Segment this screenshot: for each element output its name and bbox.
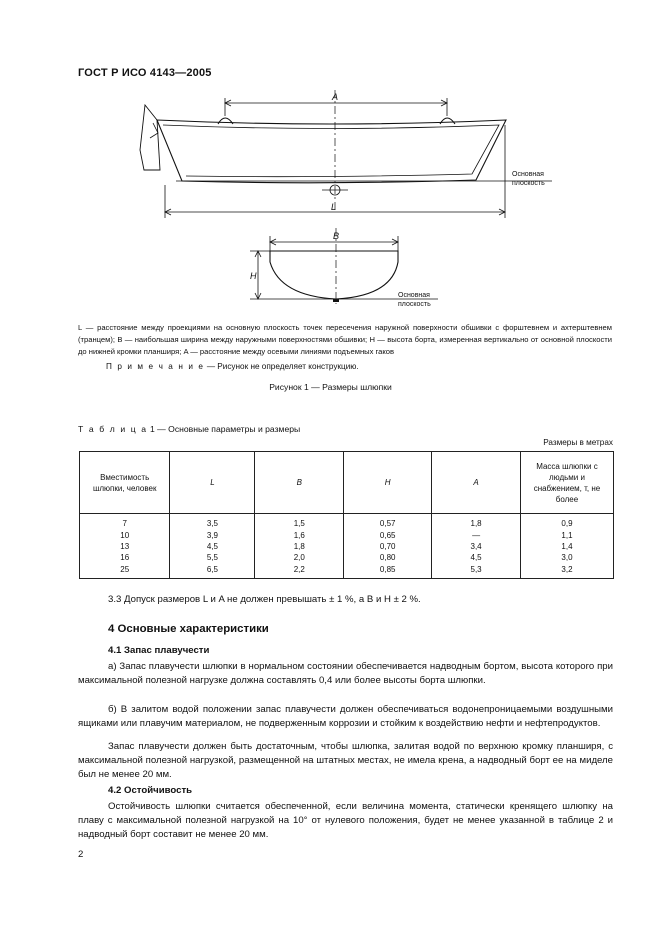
rudder-shape — [140, 105, 160, 170]
dim-label-h: H — [250, 271, 257, 281]
table-cell: 1,8 — [255, 541, 344, 552]
dim-label-a: A — [332, 92, 339, 102]
table-cell: 0,85 — [344, 564, 432, 579]
table-cell: 4,5 — [432, 552, 521, 563]
table-cell: 16 — [80, 552, 170, 563]
baseline-section-label-2: плоскость — [398, 301, 431, 308]
page-number: 2 — [78, 849, 84, 860]
table-cell: 1,1 — [520, 529, 613, 540]
table-cell: 1,5 — [255, 514, 344, 530]
header-l: L — [170, 452, 255, 514]
header-h: H — [344, 452, 432, 514]
table-cell: — — [432, 529, 521, 540]
subsection-4-1-heading: 4.1 Запас плавучести — [108, 645, 210, 656]
hull-section-outline — [270, 251, 398, 299]
note-label: П р и м е ч а н и е — [106, 362, 205, 371]
table-row — [80, 552, 614, 563]
paragraph-3-3: 3.3 Допуск размеров L и A не должен превышать ± 1 %, а B и H ± 2 %. — [108, 594, 421, 605]
table-cell: 3,9 — [170, 529, 255, 540]
header-b: B — [255, 452, 344, 514]
table-cell: 10 — [80, 529, 170, 540]
table-cell: 2,0 — [255, 552, 344, 563]
table-cell: 13 — [80, 541, 170, 552]
table-cell: 3,0 — [520, 552, 613, 563]
section-4-heading: 4 Основные характеристики — [108, 623, 269, 635]
table-row — [80, 514, 614, 530]
table-cell: 5,5 — [170, 552, 255, 563]
table-cell: 0,80 — [344, 552, 432, 563]
parameters-table — [79, 451, 614, 579]
table-row — [80, 541, 614, 552]
lifting-hook-right — [440, 118, 455, 124]
note-text: — Рисунок не определяет конструкцию. — [204, 362, 359, 371]
table-header-row — [80, 452, 614, 514]
figure-note — [106, 362, 359, 371]
table-caption-text: 1 — Основные параметры и размеры — [147, 424, 301, 434]
subsection-4-2-heading: 4.2 Остойчивость — [108, 785, 193, 796]
baseline-section-label-1: Основная — [398, 292, 430, 299]
table-cell: 1,8 — [432, 514, 521, 530]
boat-dimensions-figure — [0, 0, 661, 320]
dim-label-l: L — [331, 202, 337, 212]
table-cell: 0,9 — [520, 514, 613, 530]
document-header: ГОСТ Р ИСО 4143—2005 — [78, 67, 212, 79]
table-cell: 4,5 — [170, 541, 255, 552]
paragraph-4-2: Остойчивость шлюпки считается обеспеченной, если величина момента, статически кренящего шлюпку на плаву с максимальной полезной нагрузкой на 10° от нулевого положения, будет не менее указанной в таблице 2 и надводный борт составит не менее 20 мм. — [78, 801, 613, 841]
paragraph-4-1-a: а) Запас плавучести шлюпки в нормальном состоянии обеспечивается надводным бортом, высота которого при максимальной полезной нагрузке должна составлять 0,4 или более высоты борта шлюпки. — [78, 661, 613, 687]
header-a: A — [432, 452, 521, 514]
table-cell: 1,6 — [255, 529, 344, 540]
table-cell: 3,2 — [520, 564, 613, 579]
table-cell: 0,57 — [344, 514, 432, 530]
header-mass: Масса шлюпки с людьми и снабжением, т, не более — [520, 452, 613, 514]
table-caption-label: Т а б л и ц а — [78, 424, 148, 434]
table-cell: 7 — [80, 514, 170, 530]
table-cell: 1,4 — [520, 541, 613, 552]
table-cell: 3,4 — [432, 541, 521, 552]
paragraph-4-1-c: Запас плавучести должен быть достаточным, чтобы шлюпка, залитая водой по верхнюю кромку планширя, с максимальной полезной нагрузкой, размещенной на штатных местах, не имела крена, а надводный борт ее на миделе был не менее 20 мм. — [78, 741, 613, 781]
table-row — [80, 529, 614, 540]
figure-legend: L — расстояние между проекциями на основную плоскость точек пересечения наружной поверхности обшивки с форштевнем и ахтерштевнем (транцем); B — наибольшая ширина между наружными поверхностями обшивки; H — высота борта, измеренная вертикально от основной плоскости до нижней кромки планширя; A — расстояние между осевыми линиями подъемных гаков — [78, 323, 612, 356]
table-cell: 25 — [80, 564, 170, 579]
header-capacity: Вместимость шлюпки, человек — [80, 452, 170, 514]
table-cell: 0,65 — [344, 529, 432, 540]
table-row — [80, 564, 614, 579]
table-cell: 6,5 — [170, 564, 255, 579]
dim-label-b: B — [333, 231, 340, 241]
baseline-side-label-1: Основная — [512, 171, 544, 178]
table-caption — [78, 424, 300, 434]
table-cell: 2,2 — [255, 564, 344, 579]
hull-inner-line — [163, 125, 499, 177]
table-units: Размеры в метрах — [543, 438, 613, 447]
table-cell: 5,3 — [432, 564, 521, 579]
figure-caption: Рисунок 1 — Размеры шлюпки — [269, 382, 392, 392]
table-cell: 3,5 — [170, 514, 255, 530]
hull-side-outline — [157, 120, 506, 183]
baseline-side-label-2: плоскость — [512, 180, 545, 187]
table-cell: 0,70 — [344, 541, 432, 552]
paragraph-4-1-b: б) В залитом водой положении запас плавучести должен обеспечиваться водонепроницаемыми воздушными ящиками или плавучим материалом, не подверженным коррозии и стойким к воздействию нефти и нефтепродуктов. — [78, 704, 613, 730]
